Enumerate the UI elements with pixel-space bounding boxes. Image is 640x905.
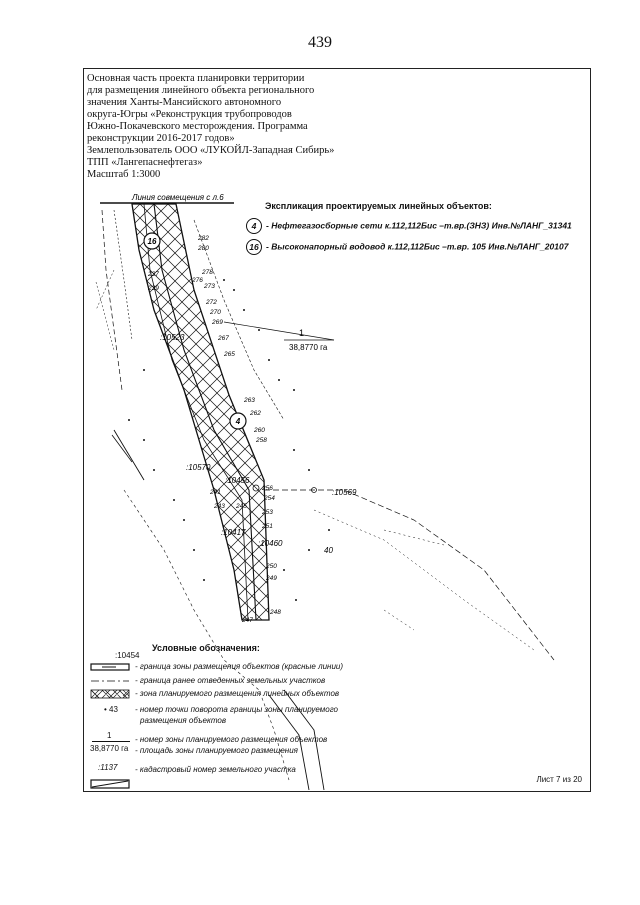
match-line-label: Линия совмещения с л.6 [132,193,224,202]
legend-text: размещения объектов [140,716,227,725]
point-label: 251 [262,523,273,530]
point-label: 273 [204,283,215,290]
point-label: 263 [244,397,255,404]
legend-text: - граница зоны размещения объектов (красные линии) [135,662,344,671]
terrain-line [96,282,114,350]
legend-cadastral-sample: :1137 [98,763,118,772]
point-label: 245 [236,503,247,510]
zone-area: 38,8770 га [289,343,328,352]
title-line: Южно-Покачевского месторождения. Программа [87,121,308,132]
terrain-line [384,530,444,545]
legend-zone-number-sample: 1 [107,731,112,740]
point-label: 262 [250,410,261,417]
point-label: 248 [270,609,281,616]
point-label: 239 [148,285,159,292]
legend-text: - номер точки поворота границы зоны планируемого [135,705,339,714]
point-label: 267 [218,335,229,342]
title-line: округа-Югры «Реконструкция трубопроводов [87,109,292,120]
point-label: 254 [264,495,275,502]
legend-zone-symbol [90,689,132,699]
explication-text: - Высоконапорный водовод к.112,112Бис –т.вр. 105 Инв.№ЛАНГ_20107 [266,241,569,252]
title-line: реконструкции 2016-2017 годов» [87,133,235,144]
point-label: 276 [192,277,203,284]
terrain-line [112,435,132,462]
point-label: 269 [212,319,223,326]
planned-zone [132,204,269,620]
zone-leader [224,322,334,340]
title-line: ТПП «Лангепаснефтегаз» [87,157,203,168]
point-label: 237 [148,271,159,278]
parcel-boundary [102,210,122,390]
legend-title: Условные обозначения: [152,643,260,653]
point-label: 282 [198,235,209,242]
terrain-line [384,610,414,630]
scale-line: Масштаб 1:3000 [87,169,161,180]
point-label: 270 [210,309,221,316]
legend-arrow-symbol [90,779,132,789]
point-label: 258 [256,437,267,444]
point-label: 280 [198,245,209,252]
parcel-label: :10569 [332,488,357,497]
legend-parcel-symbol [90,676,132,686]
legend-parcel-number: :10454 [115,651,140,660]
route-badge-label: 4 [235,417,241,426]
parcel-label: :10570 [186,463,211,472]
point-label: 249 [266,575,277,582]
parcel-label: :10523 [160,333,185,342]
title-line: Основная часть проекта планировки территории [87,73,305,84]
title-line: для размещения линейного объекта регионального [87,85,315,96]
parcel-label: :10460 [258,539,283,548]
road-line [114,430,144,480]
point-label: 272 [206,299,217,306]
parcel-boundary [314,510,534,650]
route-badge-label: 16 [147,237,157,246]
point-label: 278 [202,269,213,276]
legend-red-line-symbol [90,662,132,672]
point-label: 256 [262,485,273,492]
legend-text: - номер зоны планируемого размещения объектов [135,735,328,744]
title-block [87,73,347,181]
legend-text: - зона планируемого размещения линейных объектов [135,689,340,698]
point-label: 247 [242,617,253,624]
legend-text: - граница ранее отведенных земельных участков [135,676,326,685]
explication-title: Экспликация проектируемых линейных объектов: [265,201,492,211]
legend-text: - кадастровый номер земельного участка [135,765,296,774]
point-label: 243 [214,503,225,510]
legend-point-sample: • 43 [104,705,118,714]
point-label: 253 [262,509,273,516]
map-mark: 40 [324,546,333,555]
route-badge: 4 [246,218,262,234]
parcel-label: :10456 [225,476,250,485]
sheet-number: Лист 7 из 20 [536,775,582,784]
zone-number: 1 [299,328,305,338]
explication-text: - Нефтегазосборные сети к.112,112Бис –т.вр.(ЗНЗ) Инв.№ЛАНГ_31341 [266,220,572,231]
planning-map [84,190,590,790]
parcel-label: :10417 [221,528,246,537]
parcel-boundary [264,490,554,660]
point-label: 265 [224,351,235,358]
title-line: Землепользователь ООО «ЛУКОЙЛ-Западная Сибирь» [87,145,335,156]
parcel-boundary [114,210,132,340]
point-label: 250 [266,563,277,570]
route-badge: 16 [246,239,262,255]
point-label: 260 [254,427,265,434]
page-number: 439 [308,34,332,51]
terrain-line [96,270,114,310]
legend-zone-area-sample: 38,8770 га [90,744,129,753]
point-label: 241 [210,489,221,496]
legend-text: - площадь зоны планируемого размещения [135,746,298,755]
title-line: значения Ханты-Мансийского автономного [87,97,282,108]
